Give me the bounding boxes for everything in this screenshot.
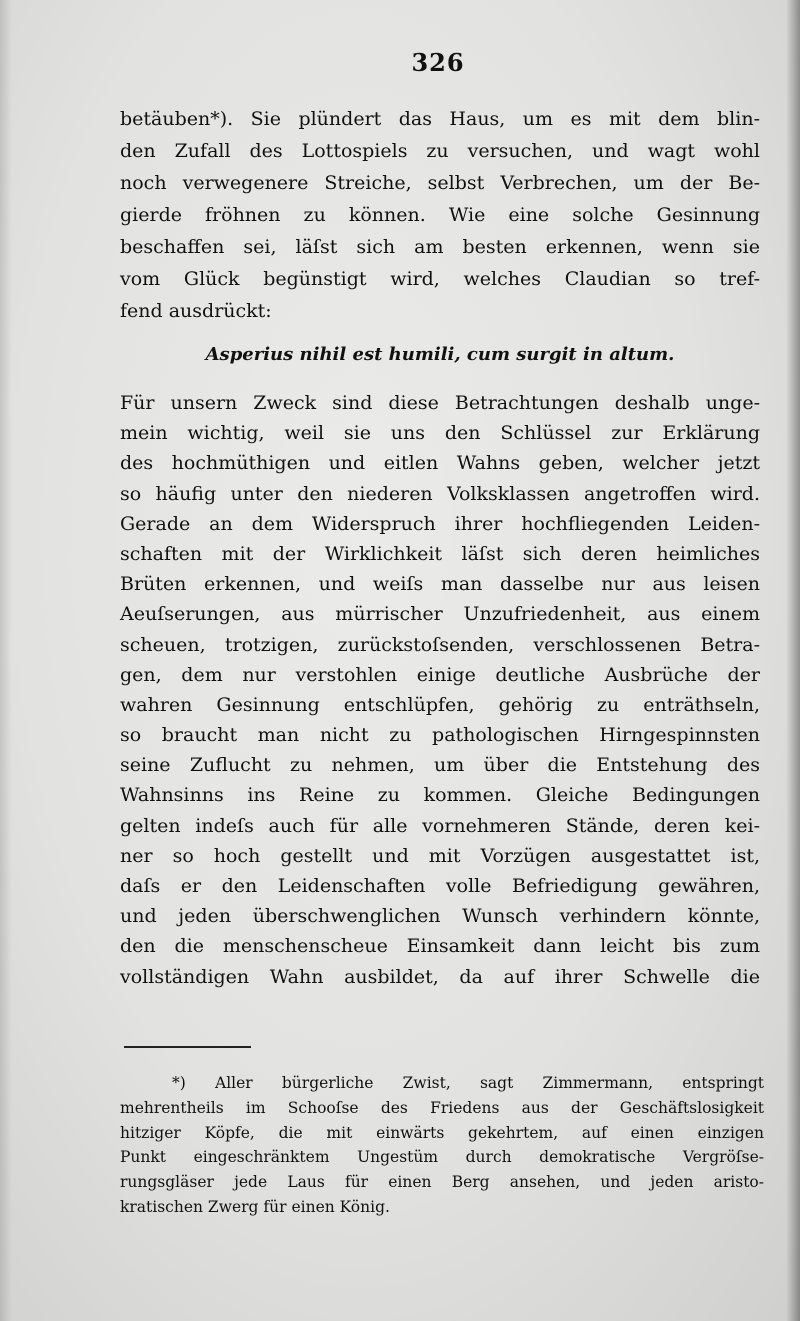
text-line: scheuen, trotzigen, zurückstoſsenden, verschlossenen Betra- [120, 633, 760, 656]
text-line: fend ausdrückt: [120, 300, 272, 322]
text-line: des hochmüthigen und eitlen Wahns geben, welcher jetzt [120, 452, 760, 475]
text-line: daſs er den Leidenschaften volle Befriedigung gewähren, [120, 875, 760, 897]
text-line: gen, dem nur verstohlen einige deutliche Ausbrüche der [120, 663, 760, 686]
footnote-divider [124, 1046, 251, 1048]
text-line: Gerade an dem Widerspruch ihrer hochfliegenden Leiden- [120, 512, 760, 535]
text-line: so braucht man nicht zu pathologischen Hirngespinnsten [120, 724, 760, 747]
text-line: Für unsern Zweck sind diese Betrachtungen deshalb unge- [120, 392, 760, 414]
footnote-line: rungsgläser jede Laus für einen Berg ansehen, und jeden aristo- [120, 1173, 764, 1192]
text-line: Wahnsinns ins Reine zu kommen. Gleiche Bedingungen [120, 784, 760, 807]
text-line: den die menschenscheue Einsamkeit dann leicht bis zum [120, 935, 760, 958]
text-line: vollständigen Wahn ausbildet, da auf ihrer Schwelle die [120, 965, 760, 988]
text-line: ner so hoch gestellt und mit Vorzügen ausgestattet ist, [120, 844, 760, 867]
text-line: vom Glück begünstigt wird, welches Claudian so tref- [120, 268, 760, 290]
text-line: Aeuſserungen, aus mürrischer Unzufriedenheit, aus einem [120, 603, 760, 626]
text-line: gierde fröhnen zu können. Wie eine solche Gesinnung [120, 204, 760, 226]
text-line: schaften mit der Wirklichkeit läſst sich deren heimliches [120, 542, 760, 565]
text-line: und jeden überschwenglichen Wunsch verhindern könnte, [120, 905, 760, 928]
text-line: gelten indeſs auch für alle vornehmeren Stände, deren kei- [120, 814, 760, 837]
page-number: 326 [411, 48, 465, 77]
text-line: Brüten erkennen, und weiſs man dasselbe nur aus leisen [120, 573, 760, 596]
paragraph-1 [120, 103, 760, 327]
page-right-shadow [786, 0, 800, 1321]
footnote-line: *) Aller bürgerliche Zwist, sagt Zimmermann, entspringt [172, 1074, 764, 1092]
page-left-shadow [0, 0, 12, 1321]
text-line: mein wichtig, weil sie uns den Schlüssel zur Erklärung [120, 422, 760, 445]
footnote [120, 1071, 764, 1220]
text-line: noch verwegenere Streiche, selbst Verbrechen, um der Be- [120, 172, 760, 194]
text-line: betäuben*). Sie plündert das Haus, um es mit dem blin- [120, 108, 760, 130]
footnote-line: Punkt eingeschränktem Ungestüm durch demokratische Vergröſse- [120, 1148, 764, 1167]
footnote-line: kratischen Zwerg für einen König. [120, 1197, 390, 1216]
footnote-line: hitziger Köpfe, die mit einwärts gekehrtem, auf einen einzigen [120, 1123, 764, 1142]
text-line: den Zufall des Lottospiels zu versuchen, und wagt wohl [120, 140, 760, 162]
footnote-line: mehrentheils im Schooſse des Friedens aus der Geschäftslosigkeit [120, 1098, 764, 1117]
paragraph-2 [120, 388, 760, 992]
text-line: seine Zuflucht zu nehmen, um über die Entstehung des [120, 754, 760, 777]
text-line: wahren Gesinnung entschlüpfen, gehörig zu enträthseln, [120, 693, 760, 716]
latin-quote: Asperius nihil est humili, cum surgit in altum. [205, 344, 675, 365]
text-line: so häufig unter den niederen Volksklassen angetroffen wird. [120, 482, 760, 505]
text-line: beschaffen sei, läſst sich am besten erkennen, wenn sie [120, 236, 760, 258]
